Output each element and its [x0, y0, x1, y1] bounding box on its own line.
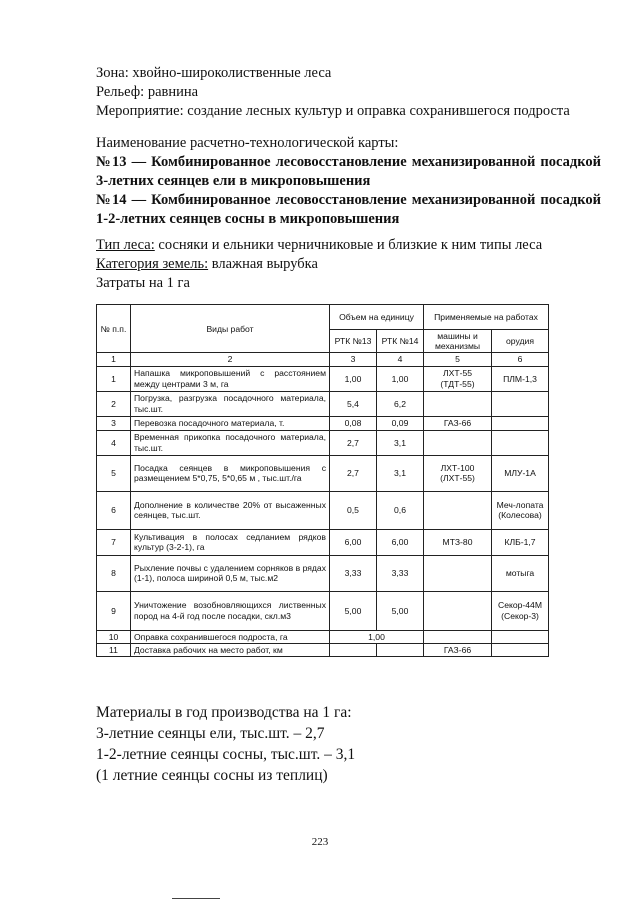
table-row: [97, 430, 549, 455]
row-machines: [424, 591, 492, 630]
row-work: Дополнение в количестве 20% от высаженных сеянцев, тыс.шт.: [131, 491, 330, 529]
colnum-cell: 6: [492, 353, 549, 366]
row-tools: МЛУ-1А: [492, 455, 549, 491]
row-work: Доставка рабочих на место работ, км: [131, 643, 330, 656]
relief-line: Рельеф: равнина: [96, 84, 199, 100]
row-work: Напашка микроповышений с расстоянием между центрами 3 м, га: [131, 366, 330, 391]
row-num: 8: [97, 555, 131, 591]
table-row: [97, 416, 549, 430]
card-heading: Наименование расчетно-технологической карты:: [96, 135, 399, 151]
row-rtk13: 6,00: [330, 529, 377, 555]
land-category-line: [96, 255, 318, 274]
zone-line: Зона: хвойно-широколиственные леса: [96, 65, 332, 81]
header-tools: орудия: [492, 330, 549, 353]
table-row: [97, 391, 549, 416]
header-works: Виды работ: [131, 305, 330, 353]
colnum-cell: 2: [131, 353, 330, 366]
row-num: 3: [97, 416, 131, 430]
table-row: [97, 643, 549, 656]
card-title-13: №13 — Комбинированное лесовосстановление механизированной посадкой 3-летних сеянцев ели в микроповышения: [96, 154, 601, 189]
row-tools: Секор-44М (Секор-3): [492, 591, 549, 630]
row-num: 4: [97, 430, 131, 455]
row-rtk13: 2,7: [330, 455, 377, 491]
row-rtk13: 1,00: [330, 366, 377, 391]
row-rtk14: 0,6: [377, 491, 424, 529]
row-rtk13: 5,00: [330, 591, 377, 630]
colnum-cell: 1: [97, 353, 131, 366]
forest-type-line: [96, 236, 542, 255]
row-rtk14: 5,00: [377, 591, 424, 630]
row-volume-merged: 1,00: [330, 630, 424, 643]
row-tools: [492, 630, 549, 643]
forest-type-label: Тип леса:: [96, 237, 155, 253]
table-row: [97, 591, 549, 630]
table-row: [97, 455, 549, 491]
row-num: 5: [97, 455, 131, 491]
card-title-14: №14 — Комбинированное лесовосстановление механизированной посадкой 1-2-летних сеянцев сосны в микроповышения: [96, 192, 601, 227]
header-machines: машины и механизмы: [424, 330, 492, 353]
card-title-block: [96, 134, 601, 229]
row-work: Уничтожение возобновляющихся лиственных пород на 4-й год после посадки, скл.м3: [131, 591, 330, 630]
row-work: Перевозка посадочного материала, т.: [131, 416, 330, 430]
colnum-cell: 3: [330, 353, 377, 366]
footer-divider: [172, 898, 220, 899]
row-machines: [424, 630, 492, 643]
row-work: Рыхление почвы с удалением сорняков в рядах (1-1), полоса шириной 0,5 м, тыс.м2: [131, 555, 330, 591]
row-machines: [424, 391, 492, 416]
row-num: 2: [97, 391, 131, 416]
row-rtk13: 0,08: [330, 416, 377, 430]
row-rtk13: 2,7: [330, 430, 377, 455]
row-machines: [424, 430, 492, 455]
row-rtk13: [330, 643, 377, 656]
row-machines: МТЗ-80: [424, 529, 492, 555]
header-num: № п.п.: [97, 305, 131, 353]
materials-line: (1 летние сеянцы сосны из теплиц): [96, 767, 328, 784]
table-row: [97, 491, 549, 529]
row-rtk14: 3,1: [377, 455, 424, 491]
row-work: Культивация в полосах седланием рядков культур (3-2-1), га: [131, 529, 330, 555]
row-num: 1: [97, 366, 131, 391]
row-rtk14: 0,09: [377, 416, 424, 430]
row-work: Временная прикопка посадочного материала, тыс.шт.: [131, 430, 330, 455]
row-rtk14: [377, 643, 424, 656]
materials-line: 1-2-летние сеянцы сосны, тыс.шт. – 3,1: [96, 746, 356, 763]
row-machines: [424, 555, 492, 591]
row-tools: [492, 391, 549, 416]
row-rtk13: 5,4: [330, 391, 377, 416]
works-table: [96, 304, 549, 657]
row-num: 7: [97, 529, 131, 555]
row-tools: [492, 430, 549, 455]
materials-line: 3-летние сеянцы ели, тыс.шт. – 2,7: [96, 725, 325, 742]
header-rtk14: РТК №14: [377, 330, 424, 353]
row-num: 6: [97, 491, 131, 529]
measure-line: Мероприятие: создание лесных культур и оправка сохранившегося подроста: [96, 103, 570, 119]
row-tools: Меч-лопата (Колесова): [492, 491, 549, 529]
row-work: Оправка сохранившегося подроста, га: [131, 630, 330, 643]
row-work: Погрузка, разгрузка посадочного материала, тыс.шт.: [131, 391, 330, 416]
land-category-label: Категория земель:: [96, 256, 209, 272]
header-volume: Объем на единицу: [330, 305, 424, 330]
row-machines: ЛХТ-100 (ЛХТ-55): [424, 455, 492, 491]
row-num: 10: [97, 630, 131, 643]
row-rtk14: 1,00: [377, 366, 424, 391]
column-numbers-row: [97, 353, 549, 366]
materials-block: [96, 702, 355, 786]
table-row: [97, 366, 549, 391]
row-tools: КЛБ-1,7: [492, 529, 549, 555]
materials-heading: Материалы в год производства на 1 га:: [96, 704, 352, 721]
header-rtk13: РТК №13: [330, 330, 377, 353]
row-tools: мотыга: [492, 555, 549, 591]
row-num: 11: [97, 643, 131, 656]
row-rtk13: 0,5: [330, 491, 377, 529]
forest-type-value: сосняки и ельники черничниковые и близкие к ним типы леса: [154, 237, 543, 253]
row-tools: ПЛМ-1,3: [492, 366, 549, 391]
row-machines: ГАЗ-66: [424, 416, 492, 430]
row-machines: ГАЗ-66: [424, 643, 492, 656]
costs-line: Затраты на 1 га: [96, 275, 190, 291]
colnum-cell: 5: [424, 353, 492, 366]
table-row: [97, 529, 549, 555]
table-row: [97, 630, 549, 643]
row-machines: [424, 491, 492, 529]
row-rtk14: 3,1: [377, 430, 424, 455]
row-tools: [492, 643, 549, 656]
row-tools: [492, 416, 549, 430]
row-rtk14: 6,2: [377, 391, 424, 416]
row-work: Посадка сеянцев в микроповышения с размещением 5*0,75, 5*0,65 м , тыс.шт./га: [131, 455, 330, 491]
row-rtk14: 3,33: [377, 555, 424, 591]
table-row: [97, 555, 549, 591]
header-applied: Применяемые на работах: [424, 305, 549, 330]
row-num: 9: [97, 591, 131, 630]
page-number: 223: [311, 836, 329, 848]
row-rtk14: 6,00: [377, 529, 424, 555]
row-rtk13: 3,33: [330, 555, 377, 591]
land-category-value: влажная вырубка: [208, 256, 318, 272]
row-machines: ЛХТ-55 (ТДТ-55): [424, 366, 492, 391]
colnum-cell: 4: [377, 353, 424, 366]
